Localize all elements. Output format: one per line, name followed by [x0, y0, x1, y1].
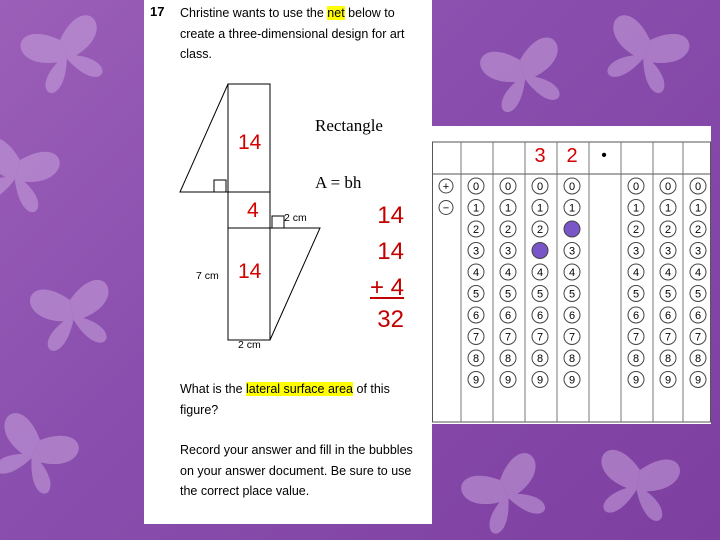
digit-bubble-label: 5: [472, 288, 480, 301]
written-digit: 3: [534, 145, 546, 167]
digit-bubble-label: 4: [664, 267, 672, 279]
digit-bubble-label: 7: [694, 331, 702, 344]
digit-bubble-label: 9: [472, 374, 480, 387]
digit-bubble-label: 4: [536, 267, 544, 279]
filled-bubble[interactable]: [564, 221, 580, 237]
digit-bubble-label: 1: [632, 202, 640, 215]
sum-total: 32: [377, 306, 404, 333]
digit-bubble-label: 3: [694, 245, 702, 258]
digit-bubble-label: 7: [664, 331, 672, 344]
digit-bubble-label: 4: [632, 267, 640, 279]
digit-bubble-label: 6: [568, 310, 576, 322]
butterfly-icon: [0, 135, 62, 216]
digit-bubble-label: 7: [568, 331, 576, 344]
question-text: Christine wants to use the net below to create a three-dimensional design for art class.: [180, 6, 405, 61]
sign-bubble-label: −: [442, 202, 450, 215]
digit-bubble-label: 3: [664, 245, 672, 258]
digit-bubble-label: 6: [504, 310, 512, 322]
top-triangle: [180, 84, 228, 192]
butterfly-icon: [478, 35, 571, 116]
digit-bubble-label: 8: [472, 353, 480, 365]
digit-bubble-label: 5: [536, 288, 544, 301]
answer-grid-svg: [432, 126, 711, 424]
area-bottom-label: 14: [238, 260, 262, 283]
digit-bubble-label: 5: [632, 288, 640, 301]
digit-bubble-label: 0: [504, 181, 512, 193]
digit-bubble-label: 0: [694, 181, 702, 193]
digit-bubble-label: 3: [472, 245, 480, 258]
digit-bubble-label: 9: [504, 374, 512, 387]
digit-bubble-label: 6: [536, 310, 544, 322]
digit-bubble-label: 2: [694, 224, 702, 236]
formula-title: Rectangle: [315, 116, 383, 135]
digit-bubble-label: 8: [664, 353, 672, 365]
digit-bubble-label: 6: [472, 310, 480, 322]
digit-bubble-label: 7: [504, 331, 512, 344]
digit-bubble-label: 6: [664, 310, 672, 322]
formula: A = bh: [315, 173, 362, 192]
decimal-point: •: [601, 147, 607, 164]
digit-bubble-label: 9: [632, 374, 640, 387]
digit-bubble-label: 8: [568, 353, 576, 365]
digit-bubble-label: 4: [472, 267, 480, 279]
digit-bubble-label: 8: [536, 353, 544, 365]
butterfly-icon: [18, 12, 114, 98]
digit-bubble-label: 5: [694, 288, 702, 301]
digit-bubble-label: 4: [504, 267, 512, 279]
dim-bottom-width: 2 cm: [238, 339, 261, 351]
digit-bubble-label: 8: [694, 353, 702, 365]
highlight-net: net: [327, 6, 345, 20]
digit-bubble-label: 1: [694, 202, 702, 215]
area-top-label: 14: [238, 131, 262, 154]
digit-bubble-label: 2: [632, 224, 640, 236]
digit-bubble-label: 0: [536, 181, 544, 193]
digit-bubble-label: 5: [568, 288, 576, 301]
digit-bubble-label: 0: [664, 181, 672, 193]
digit-bubble-label: 1: [664, 202, 672, 215]
question-number: 17: [150, 4, 165, 19]
digit-bubble-label: 1: [568, 202, 576, 215]
filled-bubble[interactable]: [532, 243, 548, 259]
digit-bubble-label: 0: [568, 181, 576, 193]
digit-bubble-label: 8: [504, 353, 512, 365]
bottom-rectangle: [228, 228, 270, 340]
digit-bubble-label: 1: [472, 202, 480, 215]
digit-bubble-label: 2: [664, 224, 672, 236]
digit-bubble-label: 0: [632, 181, 640, 193]
butterfly-icon: [597, 12, 693, 98]
digit-bubble-label: 7: [632, 331, 640, 344]
digit-bubble-label: 2: [472, 224, 480, 236]
area-middle-label: 4: [247, 199, 259, 222]
digit-bubble-label: 8: [632, 353, 640, 365]
digit-bubble-label: 0: [472, 181, 480, 193]
digit-bubble-label: 2: [536, 224, 544, 236]
digit-bubble-label: 9: [536, 374, 544, 387]
answer-grid: [432, 126, 711, 424]
bottom-triangle: [270, 228, 320, 340]
digit-bubble-label: 6: [632, 310, 640, 322]
digit-bubble-label: 5: [664, 288, 672, 301]
sign-bubble-label: +: [442, 181, 450, 193]
sum-line-1: 14: [377, 202, 404, 229]
sum-line-3: + 4: [369, 274, 404, 301]
digit-bubble-label: 2: [504, 224, 512, 236]
digit-bubble-label: 1: [536, 202, 544, 215]
digit-bubble-label: 7: [472, 331, 480, 344]
sum-line-2: 14: [377, 238, 404, 265]
butterfly-icon: [593, 448, 682, 523]
digit-bubble-label: 9: [664, 374, 672, 387]
butterfly-icon: [458, 449, 556, 539]
highlight-lateral-area: lateral surface area: [246, 382, 354, 396]
digit-bubble-label: 3: [504, 245, 512, 258]
digit-bubble-label: 9: [568, 374, 576, 387]
digit-bubble-label: 6: [694, 310, 702, 322]
instructions: Record your answer and fill in the bubbles on your answer document. Be sure to use the correct place value.: [180, 443, 413, 498]
digit-bubble-label: 9: [694, 374, 702, 387]
digit-bubble-label: 4: [568, 267, 576, 279]
dim-height: 7 cm: [196, 270, 219, 282]
digit-bubble-label: 4: [694, 267, 702, 279]
digit-bubble-label: 7: [536, 331, 544, 344]
written-digit: 2: [566, 145, 578, 167]
right-angle-marker: [214, 180, 226, 192]
butterfly-icon: [0, 409, 82, 499]
digit-bubble-label: 3: [632, 245, 640, 258]
right-angle-marker: [272, 216, 284, 228]
butterfly-icon: [28, 278, 117, 353]
digit-bubble-label: 1: [504, 202, 512, 215]
dim-top-width: 2 cm: [284, 212, 307, 224]
question-ask: What is the lateral surface area of this figure?: [180, 382, 390, 417]
digit-bubble-label: 5: [504, 288, 512, 301]
digit-bubble-label: 3: [568, 245, 576, 258]
